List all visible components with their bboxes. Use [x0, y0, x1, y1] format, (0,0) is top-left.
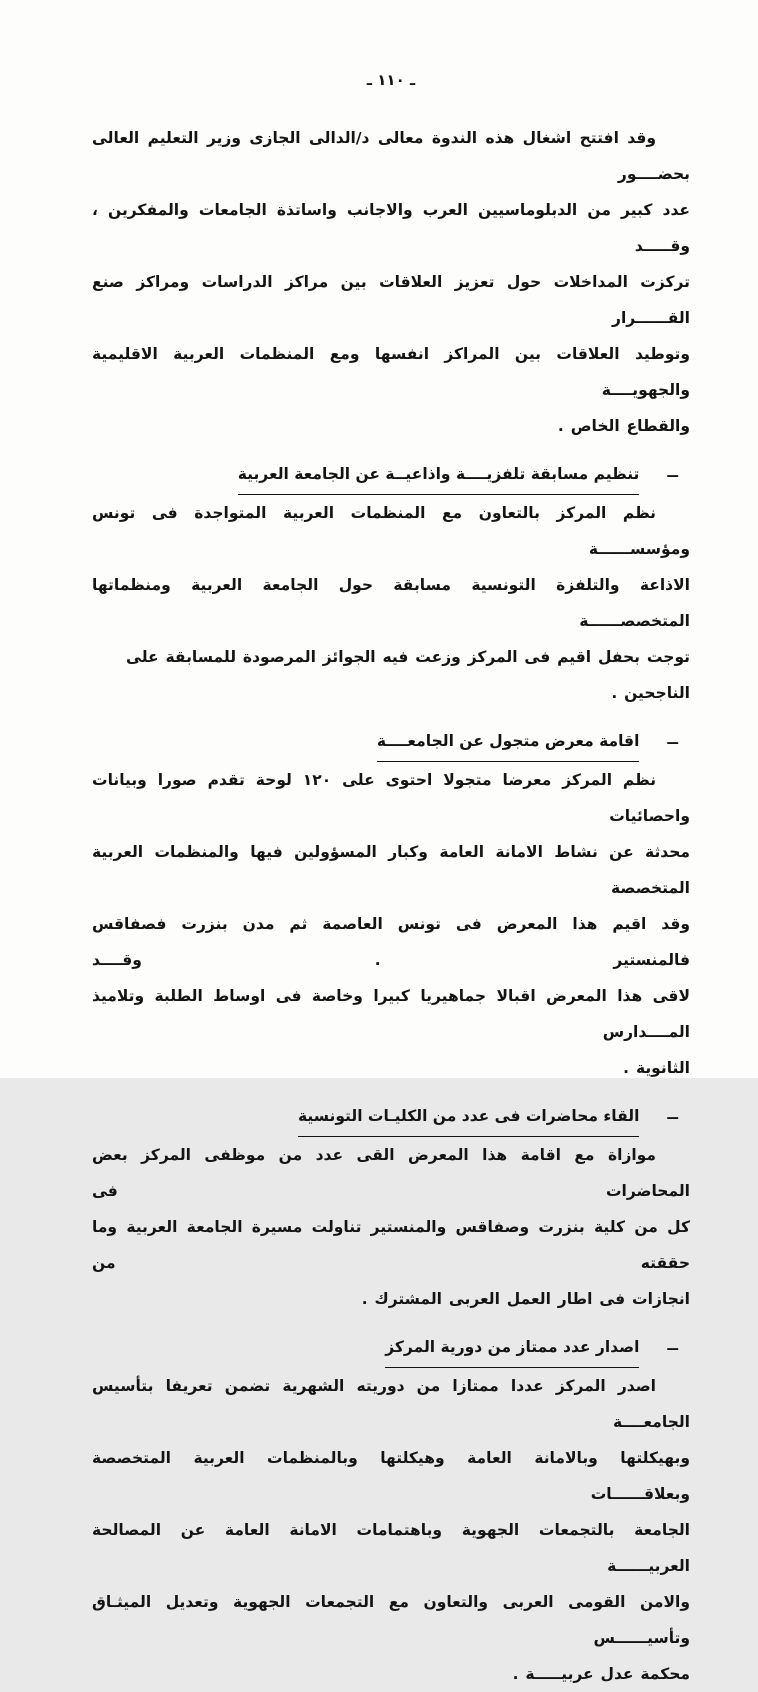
paragraph-line: والامن القومى العربى والتعاون مع التجمعات الجهوية وتعديل الميثـاق وتأسيــــــس	[92, 1593, 690, 1647]
paragraph-line: موازاة مع اقامة هذا المعرض القى عدد من موظفى المركز بعض المحاضرات فى	[92, 1146, 690, 1200]
dash-bullet-icon: ــ	[667, 730, 678, 748]
dash-bullet-icon: ــ	[667, 463, 678, 481]
section-paragraph	[92, 762, 690, 1086]
paragraph-line: انجازات فى اطار العمل العربى المشترك .	[361, 1290, 690, 1308]
section-tv-radio-contest	[92, 456, 690, 711]
paragraph-line: نظم المركز معرضا متجولا احتوى على ١٢٠ لوحة تقدم صورا وبيانات واحصائيات	[92, 771, 690, 825]
section-heading: القاء محاضرات فى عدد من الكليـات التونسية	[298, 1098, 639, 1137]
intro-paragraph	[92, 120, 690, 444]
paragraph-line: وتوطيد العلاقات بين المراكز انفسها ومع المنظمات العربية الاقليمية والجهويــــة	[92, 345, 690, 399]
section-heading: تنظيم مسابقة تلفزيــــة واذاعيــة عن الجامعة العربية	[238, 456, 640, 495]
section-special-periodical-issue	[92, 1329, 690, 1692]
section-paragraph	[92, 1137, 690, 1317]
paragraph-line: الاذاعة والتلفزة التونسية مسابقة حول الجامعة العربية ومنظماتها المتخصصــــــة	[92, 576, 690, 630]
paragraph-line: تركزت المداخلات حول تعزيز العلاقات بين مراكز الدراسات ومراكز صنع القــــــرار	[92, 273, 690, 327]
section-heading-row	[92, 723, 690, 762]
section-paragraph	[92, 1368, 690, 1692]
section-heading-row	[92, 1329, 690, 1368]
section-heading: اصدار عدد ممتاز من دورية المركز	[385, 1329, 639, 1368]
text-column	[92, 0, 690, 1692]
paragraph-line: وبهيكلتها وبالامانة العامة وهيكلتها وبالمنظمات العربية المتخصصة وبعلاقــــــات	[92, 1449, 690, 1503]
paragraph-line: محدثة عن نشاط الامانة العامة وكبار المسؤولين فيها والمنظمات العربية المتخصصة	[92, 843, 690, 897]
paragraph-line: لاقى هذا المعرض اقبالا جماهيريا كبيرا وخاصة فى اوساط الطلبة وتلاميذ المــــدارس	[92, 987, 690, 1041]
paragraph-line: توجت بحفل اقيم فى المركز وزعت فيه الجوائز المرصودة للمسابقة على الناجحين .	[126, 648, 690, 702]
paragraph-line: اصدر المركز عددا ممتازا من دوريته الشهرية تضمن تعريفا بتأسيس الجامعــــة	[92, 1377, 690, 1431]
paragraph-line: والقطاع الخاص .	[557, 417, 690, 435]
paragraph-line: الثانوية .	[623, 1059, 690, 1077]
section-heading-row	[92, 1098, 690, 1137]
section-travelling-exhibition	[92, 723, 690, 1086]
dash-bullet-icon: ــ	[667, 1105, 678, 1123]
page-number: ـ ١١٠ ـ	[366, 71, 416, 89]
section-lectures-faculties	[92, 1098, 690, 1317]
paragraph-line: كل من كلية بنزرت وصفاقس والمنستير تناولت مسيرة الجامعة العربية وما حققته من	[92, 1218, 690, 1272]
section-heading-row	[92, 456, 690, 495]
paragraph-line: نظم المركز بالتعاون مع المنظمات العربية المتواجدة فى تونس ومؤسســــــة	[92, 504, 690, 558]
dash-bullet-icon: ــ	[667, 1336, 678, 1354]
paragraph-line: عدد كبير من الدبلوماسيين العرب والاجانب واساتذة الجامعات والمفكرين ، وقـــــد	[92, 201, 690, 255]
section-heading: اقامة معرض متجول عن الجامعــــة	[377, 723, 640, 762]
section-paragraph	[92, 495, 690, 711]
paragraph-line: وقد افتتح اشغال هذه الندوة معالى د/الدالى الجازى وزير التعليم العالى بحضــــور	[92, 129, 690, 183]
paragraph-line: وقد اقيم هذا المعرض فى تونس العاصمة ثم مدن بنزرت فصفاقس فالمنستير . وقــــد	[92, 915, 690, 969]
paragraph-line: محكمة عدل عربيـــــة .	[512, 1665, 690, 1683]
paragraph-line: الجامعة بالتجمعات الجهوية وباهتمامات الامانة العامة عن المصالحة العربيــــــة	[92, 1521, 690, 1575]
